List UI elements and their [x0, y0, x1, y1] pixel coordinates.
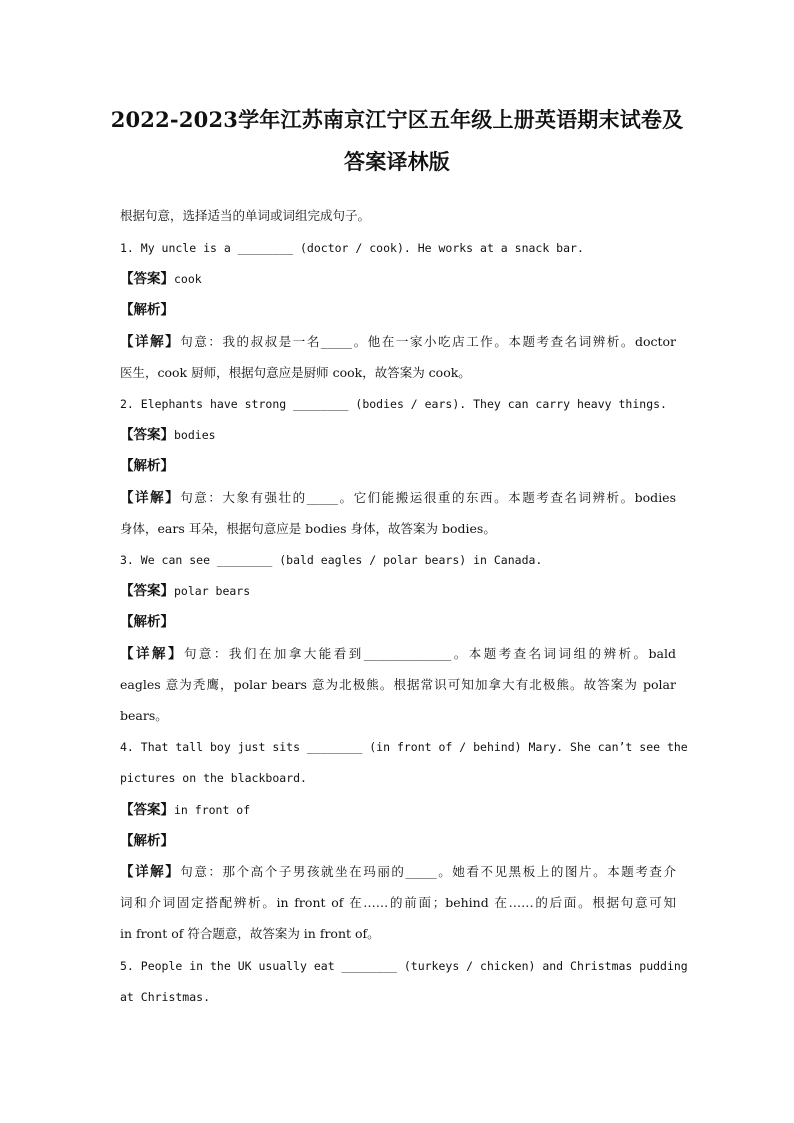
answer-value-1: cook: [174, 272, 202, 286]
detail-3-line-3: bears。: [120, 708, 168, 723]
analysis-label-2: 【解析】: [120, 458, 174, 474]
answer-label: 【答案】: [120, 583, 174, 599]
detail-4-line-2: 词和介词固定搭配辨析。in front of 在……的前面；behind 在……的后面。根据句意可知: [120, 895, 676, 910]
instruction: 根据句意，选择适当的单词或词组完成句子。: [120, 208, 371, 223]
detail-4-line-1: 【详解】句意：那个高个子男孩就坐在玛丽的_____。她看不见黑板上的图片。本题考查介: [120, 864, 676, 880]
detail-3-line-2: eagles 意为秃鹰，polar bears 意为北极熊。根据常识可知加拿大有北极熊。故答案为 polar: [120, 677, 676, 692]
detail-2-line-1: 【详解】句意：大象有强壮的_____。它们能搬运很重的东西。本题考查名词辨析。bodies: [120, 490, 676, 506]
question-5-line-1: 5. People in the UK usually eat ________ (turkeys / chicken) and Christmas pudding: [120, 959, 688, 973]
answer-label: 【答案】: [120, 802, 174, 818]
detail-4-line-3: in front of 符合题意，故答案为 in front of。: [120, 926, 380, 941]
detail-label: 【详解】: [120, 646, 184, 662]
answer-label: 【答案】: [120, 271, 174, 287]
document-title-line-2: 答案译林版: [344, 149, 450, 174]
document-title-line-1: 2022-2023学年江苏南京江宁区五年级上册英语期末试卷及: [110, 107, 684, 132]
detail-label: 【详解】: [120, 334, 181, 350]
detail-1-line-1: 【详解】句意：我的叔叔是一名_____。他在一家小吃店工作。本题考查名词辨析。doctor: [120, 334, 676, 350]
question-3: 3. We can see ________ (bald eagles / polar bears) in Canada.: [120, 553, 543, 567]
answer-row-1: [120, 271, 676, 287]
analysis-label-3: 【解析】: [120, 614, 174, 630]
question-4-line-1: 4. That tall boy just sits ________ (in front of / behind) Mary. She can’t see the: [120, 740, 688, 754]
detail-label: 【详解】: [120, 490, 181, 506]
answer-value-4: in front of: [174, 803, 251, 817]
answer-value-3: polar bears: [174, 584, 251, 598]
analysis-label-1: 【解析】: [120, 302, 174, 318]
question-1: 1. My uncle is a ________ (doctor / cook). He works at a snack bar.: [120, 241, 584, 255]
question-4-line-2: pictures on the blackboard.: [120, 771, 307, 785]
detail-3-line-1: 【详解】句意：我们在加拿大能看到______________。本题考查名词词组的辨析。bald: [120, 646, 676, 662]
analysis-label-4: 【解析】: [120, 833, 174, 849]
detail-2-line-2: 身体，ears 耳朵，根据句意应是 bodies 身体，故答案为 bodies。: [120, 521, 496, 536]
question-2: 2. Elephants have strong ________ (bodies / ears). They can carry heavy things.: [120, 397, 667, 411]
answer-row-4: [120, 802, 676, 818]
detail-label: 【详解】: [120, 864, 181, 880]
answer-row-3: [120, 583, 676, 599]
answer-row-2: [120, 427, 676, 443]
answer-value-2: bodies: [174, 428, 216, 442]
question-5-line-2: at Christmas.: [120, 990, 211, 1004]
detail-1-line-2: 医生，cook 厨师，根据句意应是厨师 cook，故答案为 cook。: [120, 365, 471, 380]
answer-label: 【答案】: [120, 427, 174, 443]
